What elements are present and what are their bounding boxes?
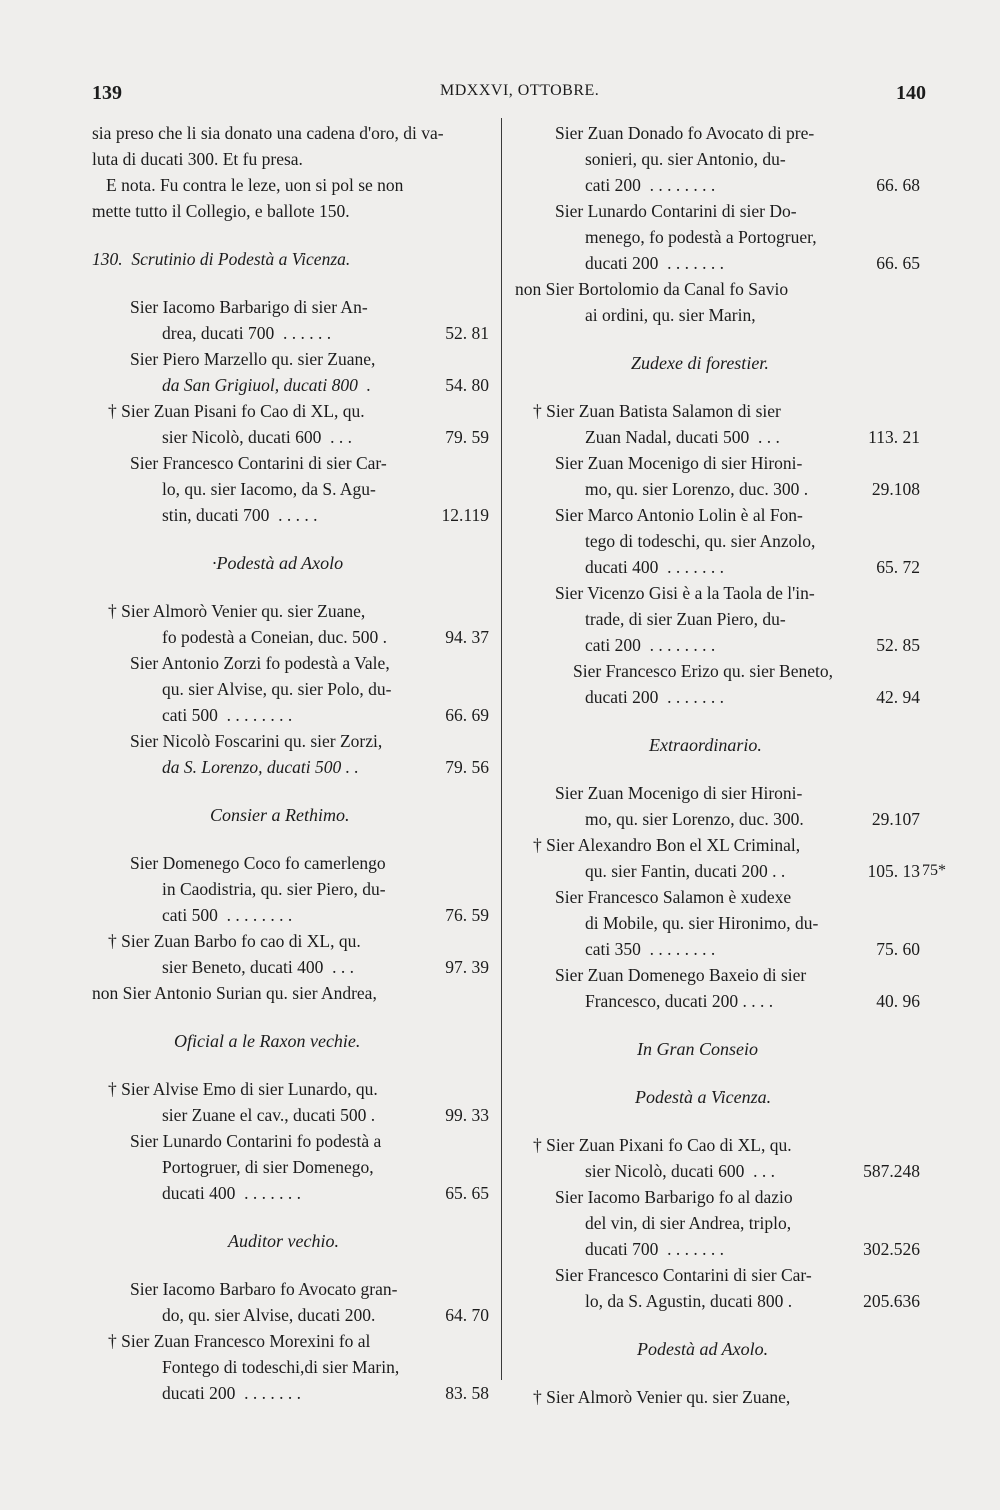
text-line: ducati 200 . . . . . . . bbox=[162, 1383, 302, 1403]
text-line: cati 200 . . . . . . . . bbox=[585, 635, 716, 655]
vote-count: 97. 39 bbox=[445, 957, 489, 977]
vote-count: 12.119 bbox=[441, 505, 489, 525]
vote-count: 205.636 bbox=[863, 1291, 920, 1311]
running-title: MDXXVI, OTTOBRE. bbox=[440, 82, 600, 99]
vote-count: 42. 94 bbox=[876, 687, 920, 707]
margin-note: 75* bbox=[922, 862, 946, 879]
page-number-left: 139 bbox=[92, 82, 122, 104]
text-line: 130. Scrutinio di Podestà a Vicenza. bbox=[92, 249, 351, 269]
text-line: ducati 200 . . . . . . . bbox=[585, 253, 725, 273]
text-line: ducati 200 . . . . . . . bbox=[585, 687, 725, 707]
text-line: lo, da S. Agustin, ducati 800 . bbox=[585, 1291, 793, 1311]
section-heading: Auditor vechio. bbox=[228, 1231, 339, 1251]
text-line: tego di todeschi, qu. sier Anzolo, bbox=[585, 531, 816, 551]
text-line: cati 200 . . . . . . . . bbox=[585, 175, 716, 195]
text-line: Sier Francesco Salamon è xudexe bbox=[555, 887, 792, 907]
text-line: in Caodistria, qu. sier Piero, du- bbox=[162, 879, 386, 899]
vote-count: 113. 21 bbox=[868, 427, 920, 447]
text-line: Sier Iacomo Barbarigo fo al dazio bbox=[555, 1187, 793, 1207]
text-line: lo, qu. sier Iacomo, da S. Agu- bbox=[162, 479, 376, 499]
text-line: † Sier Zuan Francesco Morexini fo al bbox=[108, 1331, 371, 1351]
column-divider bbox=[501, 118, 502, 1380]
section-heading: Oficial a le Raxon vechie. bbox=[174, 1031, 361, 1051]
vote-count: 64. 70 bbox=[445, 1305, 489, 1325]
text-line: † Sier Zuan Pixani fo Cao di XL, qu. bbox=[533, 1135, 792, 1155]
text-line: Sier Domenego Coco fo camerlengo bbox=[130, 853, 386, 873]
vote-count: 52. 85 bbox=[876, 635, 920, 655]
vote-count: 76. 59 bbox=[445, 905, 489, 925]
text-line: drea, ducati 700 . . . . . . bbox=[162, 323, 332, 343]
page-number-right: 140 bbox=[896, 82, 926, 104]
text-line: trade, di sier Zuan Piero, du- bbox=[585, 609, 786, 629]
text-line: sia preso che li sia donato una cadena d'oro, di va- bbox=[92, 123, 444, 143]
text-line: † Sier Almorò Venier qu. sier Zuane, bbox=[108, 601, 366, 621]
text-line: Sier Zuan Mocenigo di sier Hironi- bbox=[555, 783, 803, 803]
text-line: Fontego di todeschi,di sier Marin, bbox=[162, 1357, 400, 1377]
text-line: ducati 400 . . . . . . . bbox=[585, 557, 725, 577]
text-line: non Sier Bortolomio da Canal fo Savio bbox=[515, 279, 789, 299]
vote-count: 29.108 bbox=[871, 479, 920, 499]
text-line: menego, fo podestà a Portogruer, bbox=[585, 227, 817, 247]
text-line: ducati 700 . . . . . . . bbox=[585, 1239, 725, 1259]
text-line: † Sier Almorò Venier qu. sier Zuane, bbox=[533, 1387, 791, 1407]
vote-count: 79. 56 bbox=[445, 757, 489, 777]
text-line: Sier Francesco Contarini di sier Car- bbox=[130, 453, 387, 473]
text-line: Zuan Nadal, ducati 500 . . . bbox=[585, 427, 780, 447]
text-line: stin, ducati 700 . . . . . bbox=[162, 505, 318, 525]
text-line: luta di ducati 300. Et fu presa. bbox=[92, 149, 303, 169]
text-line: Sier Zuan Donado fo Avocato di pre- bbox=[555, 123, 815, 143]
vote-count: 65. 65 bbox=[445, 1183, 489, 1203]
text-line: ai ordini, qu. sier Marin, bbox=[585, 305, 756, 325]
text-line: Sier Vicenzo Gisi è a la Taola de l'in- bbox=[555, 583, 815, 603]
text-line: † Sier Alvise Emo di sier Lunardo, qu. bbox=[108, 1079, 378, 1099]
vote-count: 79. 59 bbox=[445, 427, 489, 447]
vote-count: 302.526 bbox=[863, 1239, 920, 1259]
text-line: sier Nicolò, ducati 600 . . . bbox=[585, 1161, 776, 1181]
text-line: Sier Iacomo Barbarigo di sier An- bbox=[130, 297, 368, 317]
vote-count: 66. 69 bbox=[445, 705, 489, 725]
text-line: fo podestà a Coneian, duc. 500 . bbox=[162, 627, 388, 647]
text-line: Sier Iacomo Barbaro fo Avocato gran- bbox=[130, 1279, 398, 1299]
text-line: Portogruer, di sier Domenego, bbox=[162, 1157, 374, 1177]
text-line: mo, qu. sier Lorenzo, duc. 300. bbox=[585, 809, 804, 829]
text-line: † Sier Zuan Pisani fo Cao di XL, qu. bbox=[108, 401, 365, 421]
text-line: da S. Lorenzo, ducati 500 . . bbox=[162, 757, 359, 777]
text-line: da San Grigiuol, ducati 800 . bbox=[162, 375, 372, 395]
text-line: del vin, di sier Andrea, triplo, bbox=[585, 1213, 792, 1233]
text-line: non Sier Antonio Surian qu. sier Andrea, bbox=[92, 983, 377, 1003]
text-line: Sier Zuan Mocenigo di sier Hironi- bbox=[555, 453, 803, 473]
text-line: di Mobile, qu. sier Hironimo, du- bbox=[585, 913, 819, 933]
vote-count: 66. 65 bbox=[876, 253, 920, 273]
vote-count: 65. 72 bbox=[876, 557, 920, 577]
text-line: Sier Lunardo Contarini di sier Do- bbox=[555, 201, 797, 221]
text-line: Francesco, ducati 200 . . . . bbox=[585, 991, 774, 1011]
text-line: † Sier Alexandro Bon el XL Criminal, bbox=[533, 835, 801, 855]
text-line: Sier Marco Antonio Lolin è al Fon- bbox=[555, 505, 803, 525]
vote-count: 99. 33 bbox=[445, 1105, 489, 1125]
vote-count: 52. 81 bbox=[445, 323, 489, 343]
vote-count: 75. 60 bbox=[876, 939, 920, 959]
text-line: sier Nicolò, ducati 600 . . . bbox=[162, 427, 353, 447]
text-line: sier Zuane el cav., ducati 500 . bbox=[162, 1105, 376, 1125]
vote-count: 66. 68 bbox=[876, 175, 920, 195]
vote-count: 54. 80 bbox=[445, 375, 489, 395]
text-line: Sier Nicolò Foscarini qu. sier Zorzi, bbox=[130, 731, 383, 751]
text-line: mette tutto il Collegio, e ballote 150. bbox=[92, 201, 350, 221]
text-line: † Sier Zuan Barbo fo cao di XL, qu. bbox=[108, 931, 361, 951]
vote-count: 94. 37 bbox=[445, 627, 489, 647]
text-line: do, qu. sier Alvise, ducati 200. bbox=[162, 1305, 376, 1325]
text-line: cati 350 . . . . . . . . bbox=[585, 939, 716, 959]
vote-count: 105. 13 bbox=[867, 861, 920, 881]
vote-count: 587.248 bbox=[863, 1161, 920, 1181]
section-heading: Podestà ad Axolo. bbox=[637, 1339, 769, 1359]
section-heading: Extraordinario. bbox=[649, 735, 762, 755]
text-line: Sier Antonio Zorzi fo podestà a Vale, bbox=[130, 653, 390, 673]
text-line: Sier Zuan Domenego Baxeio di sier bbox=[555, 965, 807, 985]
text-line: qu. sier Fantin, ducati 200 . . bbox=[585, 861, 786, 881]
text-line: cati 500 . . . . . . . . bbox=[162, 705, 293, 725]
text-line: sier Beneto, ducati 400 . . . bbox=[162, 957, 354, 977]
section-heading: Consier a Rethimo. bbox=[210, 805, 350, 825]
vote-count: 40. 96 bbox=[876, 991, 920, 1011]
vote-count: 29.107 bbox=[871, 809, 920, 829]
section-heading: Podestà a Vicenza. bbox=[635, 1087, 772, 1107]
text-line: cati 500 . . . . . . . . bbox=[162, 905, 293, 925]
text-line: mo, qu. sier Lorenzo, duc. 300 . bbox=[585, 479, 809, 499]
section-heading: In Gran Conseio bbox=[637, 1039, 758, 1059]
text-line: Sier Francesco Erizo qu. sier Beneto, bbox=[573, 661, 833, 681]
text-line: E nota. Fu contra le leze, uon si pol se non bbox=[106, 175, 404, 195]
text-line: ducati 400 . . . . . . . bbox=[162, 1183, 302, 1203]
text-line: † Sier Zuan Batista Salamon di sier bbox=[533, 401, 781, 421]
text-line: Sier Lunardo Contarini fo podestà a bbox=[130, 1131, 382, 1151]
section-heading: Zudexe di forestier. bbox=[631, 353, 769, 373]
text-line: Sier Piero Marzello qu. sier Zuane, bbox=[130, 349, 376, 369]
section-heading: ·Podestà ad Axolo bbox=[212, 553, 344, 573]
text-line: qu. sier Alvise, qu. sier Polo, du- bbox=[162, 679, 392, 699]
text-line: sonieri, qu. sier Antonio, du- bbox=[585, 149, 786, 169]
vote-count: 83. 58 bbox=[445, 1383, 489, 1403]
text-line: Sier Francesco Contarini di sier Car- bbox=[555, 1265, 812, 1285]
